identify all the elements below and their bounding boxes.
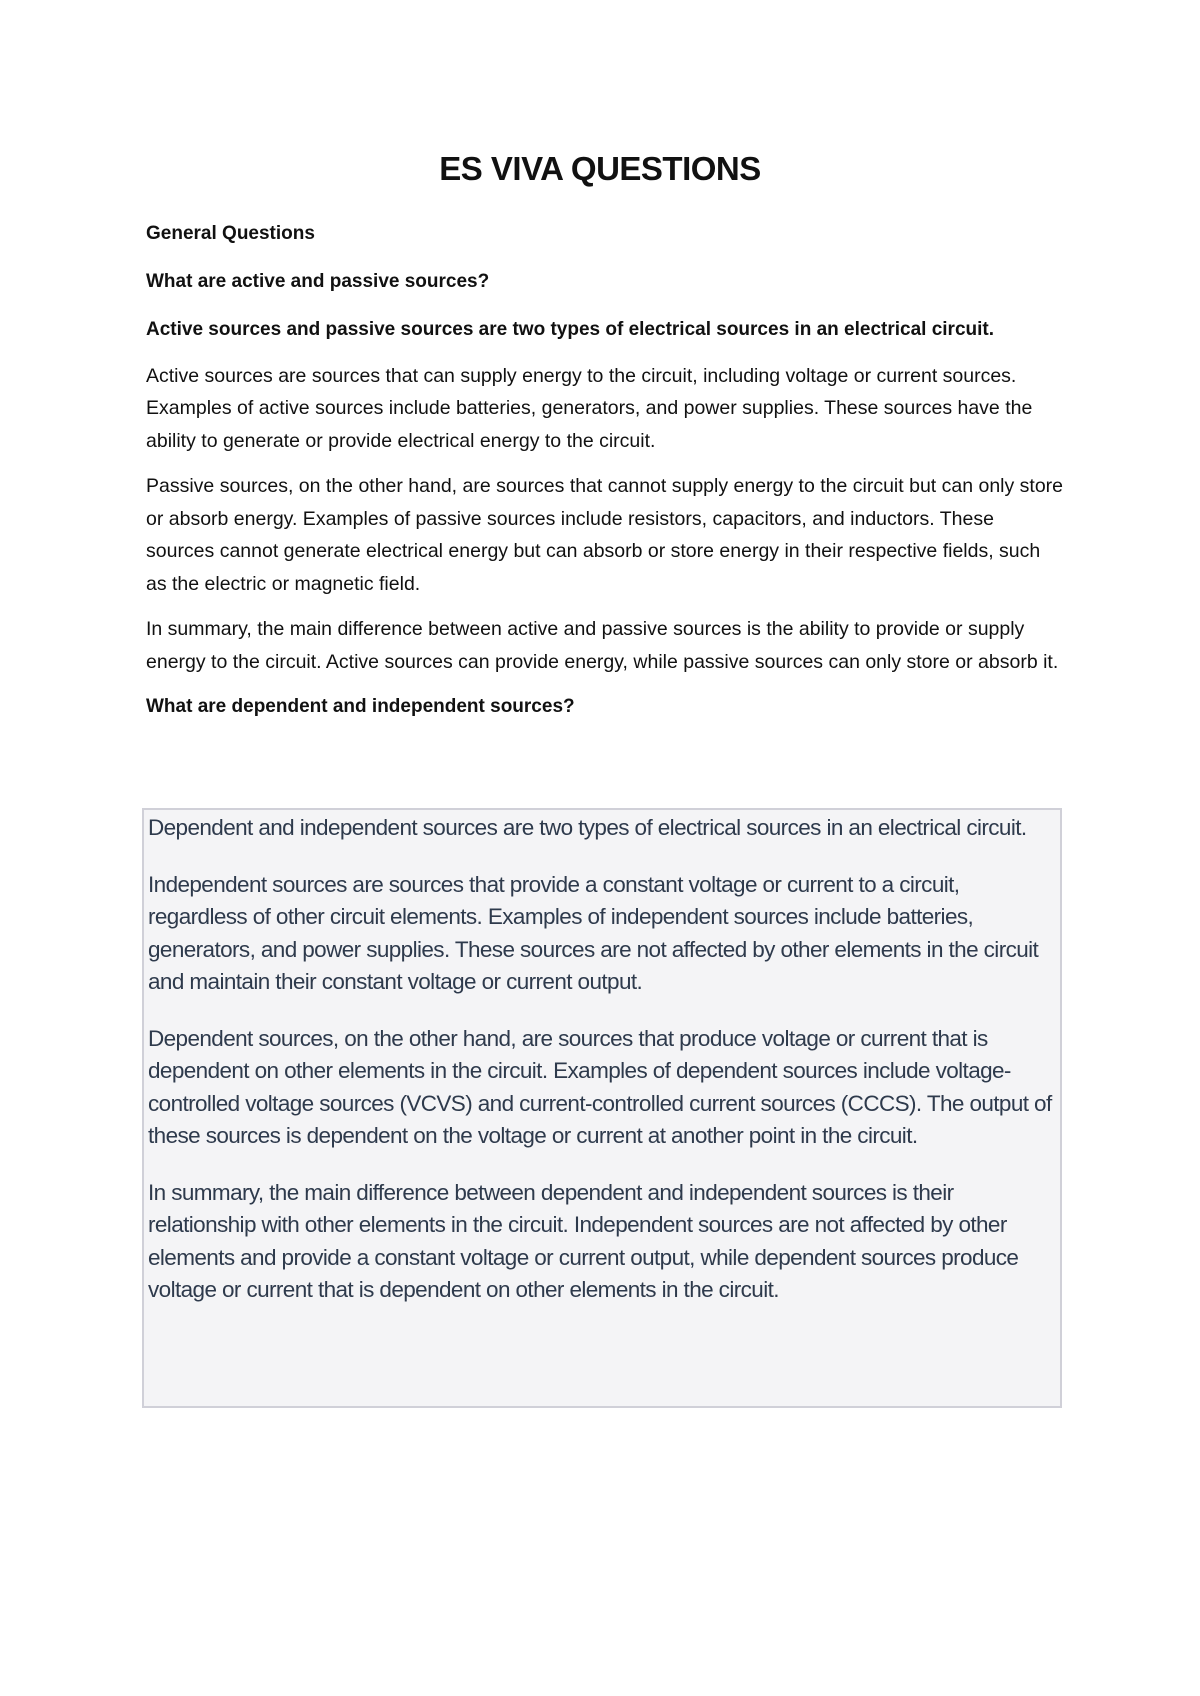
answer-box-paragraph-summary: In summary, the main difference between dependent and independent sources is their relationship with other elements in the circuit. Independent sources are not affected by other elements and provide a constant voltage or current output, while dependent sources produce voltage or current that is dependent on other elements in the circuit. (148, 1179, 1019, 1302)
question-1-paragraph-summary: In summary, the main difference between active and passive sources is the ability to provide or supply energy to the circuit. Active sources can provide energy, while passive sources can only store or absorb it. (146, 618, 1059, 673)
answer-box-paragraph-independent: Independent sources are sources that provide a constant voltage or current to a circuit, regardless of other circuit elements. Examples of independent sources include batteries, generators, and power supplies. These sources are not affected by other elements in the circuit and maintain their constant voltage or current output. (148, 871, 1039, 994)
question-1-paragraph-active: Active sources are sources that can supply energy to the circuit, including voltage or current sources. Examples of active sources include batteries, generators, and power supplies. These sources have the ability to generate or provide electrical energy to the circuit. (146, 364, 1033, 452)
question-1: What are active and passive sources? (146, 271, 490, 292)
question-1-intro: Active sources and passive sources are two types of electrical sources in an electrical circuit. (146, 319, 994, 340)
main-content (146, 218, 1066, 739)
answer-box-paragraph-dependent: Dependent sources, on the other hand, are sources that produce voltage or current that is dependent on other elements in the circuit. Examples of dependent sources include voltage-controlled voltage sources (VCVS) and current-controlled current sources (CCCS). The output of these sources is dependent on the voltage or current at another point in the circuit. (148, 1025, 1052, 1148)
answer-box (142, 808, 1062, 1408)
question-1-paragraph-passive: Passive sources, on the other hand, are sources that cannot supply energy to the circuit but can only store or absorb energy. Examples of passive sources include resistors, capacitors, and inductors. These sources cannot generate electrical energy but can absorb or store energy in their respective fields, such as the electric or magnetic field. (146, 475, 1064, 595)
page-title: ES VIVA QUESTIONS (439, 150, 761, 187)
section-heading: General Questions (146, 223, 315, 244)
question-2: What are dependent and independent sources? (146, 696, 575, 717)
answer-box-paragraph-intro: Dependent and independent sources are two types of electrical sources in an electrical circuit. (148, 815, 1027, 840)
